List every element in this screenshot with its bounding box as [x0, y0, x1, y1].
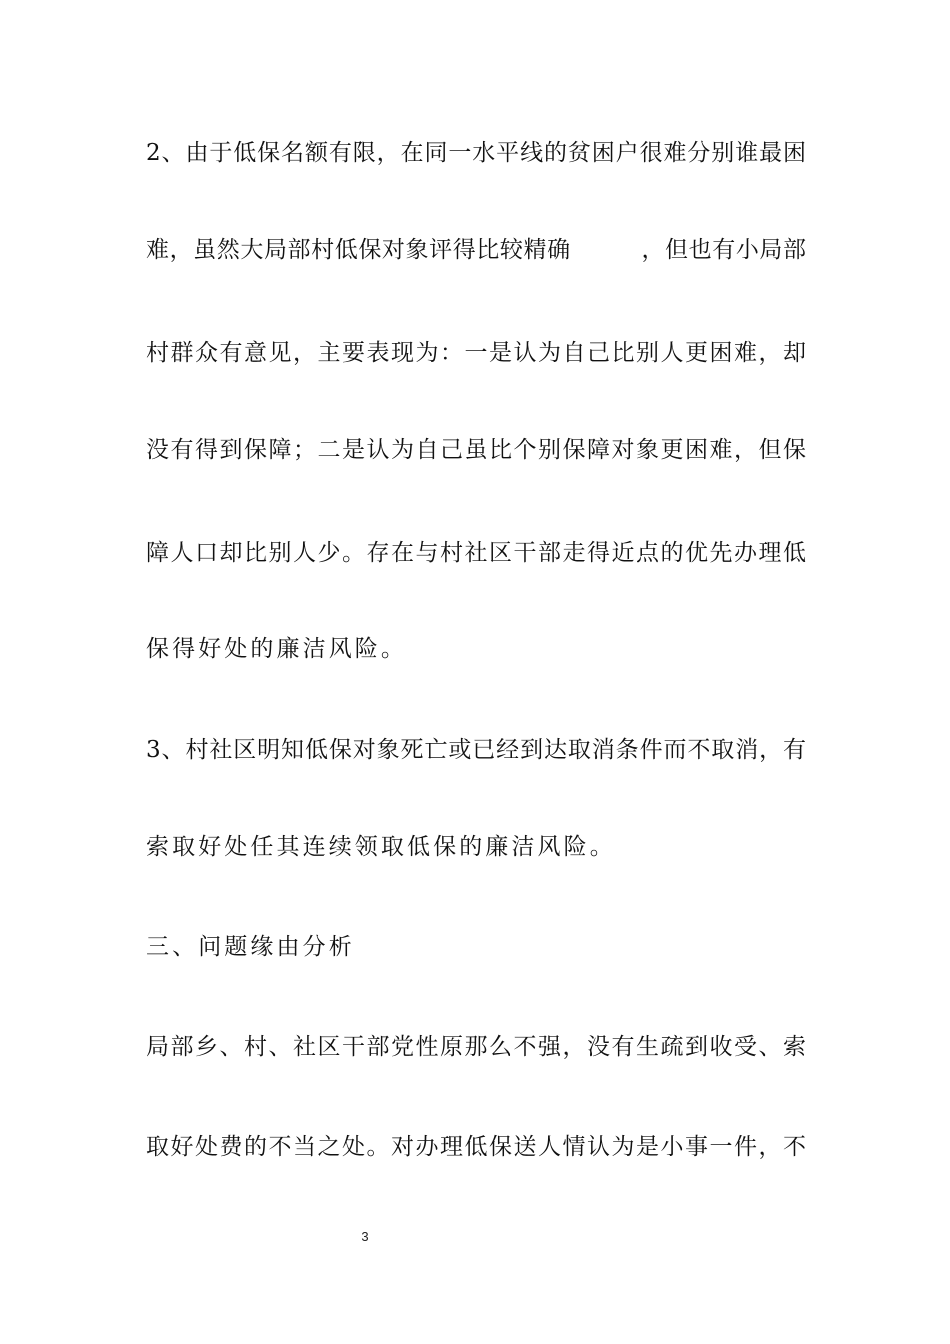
paragraph-line: 难，虽然大局部村低保对象评得比较精确 ，但也有小局部: [146, 237, 806, 263]
paragraph-line: 村群众有意见，主要表现为：一是认为自己比别人更困难，却: [146, 340, 806, 366]
paragraph-line: 障人口却比别人少。存在与村社区干部走得近点的优先办理低: [146, 540, 806, 566]
paragraph-line: 2、由于低保名额有限，在同一水平线的贫困户很难分别谁最困: [146, 140, 806, 166]
paragraph-line: 3、村社区明知低保对象死亡或已经到达取消条件而不取消，有: [146, 737, 806, 763]
paragraph-line: 局部乡、村、社区干部党性原那么不强，没有生疏到收受、索: [146, 1034, 806, 1060]
page-number: 3: [361, 1229, 369, 1244]
paragraph-line: 没有得到保障；二是认为自己虽比个别保障对象更困难，但保: [146, 437, 806, 463]
paragraph-line: 保得好处的廉洁风险。: [146, 636, 407, 662]
paragraph-line: 索取好处任其连续领取低保的廉洁风险。: [146, 834, 616, 860]
section-heading: 三、问题缘由分析: [146, 934, 355, 960]
paragraph-line: 取好处费的不当之处。对办理低保送人情认为是小事一件，不: [146, 1134, 806, 1160]
